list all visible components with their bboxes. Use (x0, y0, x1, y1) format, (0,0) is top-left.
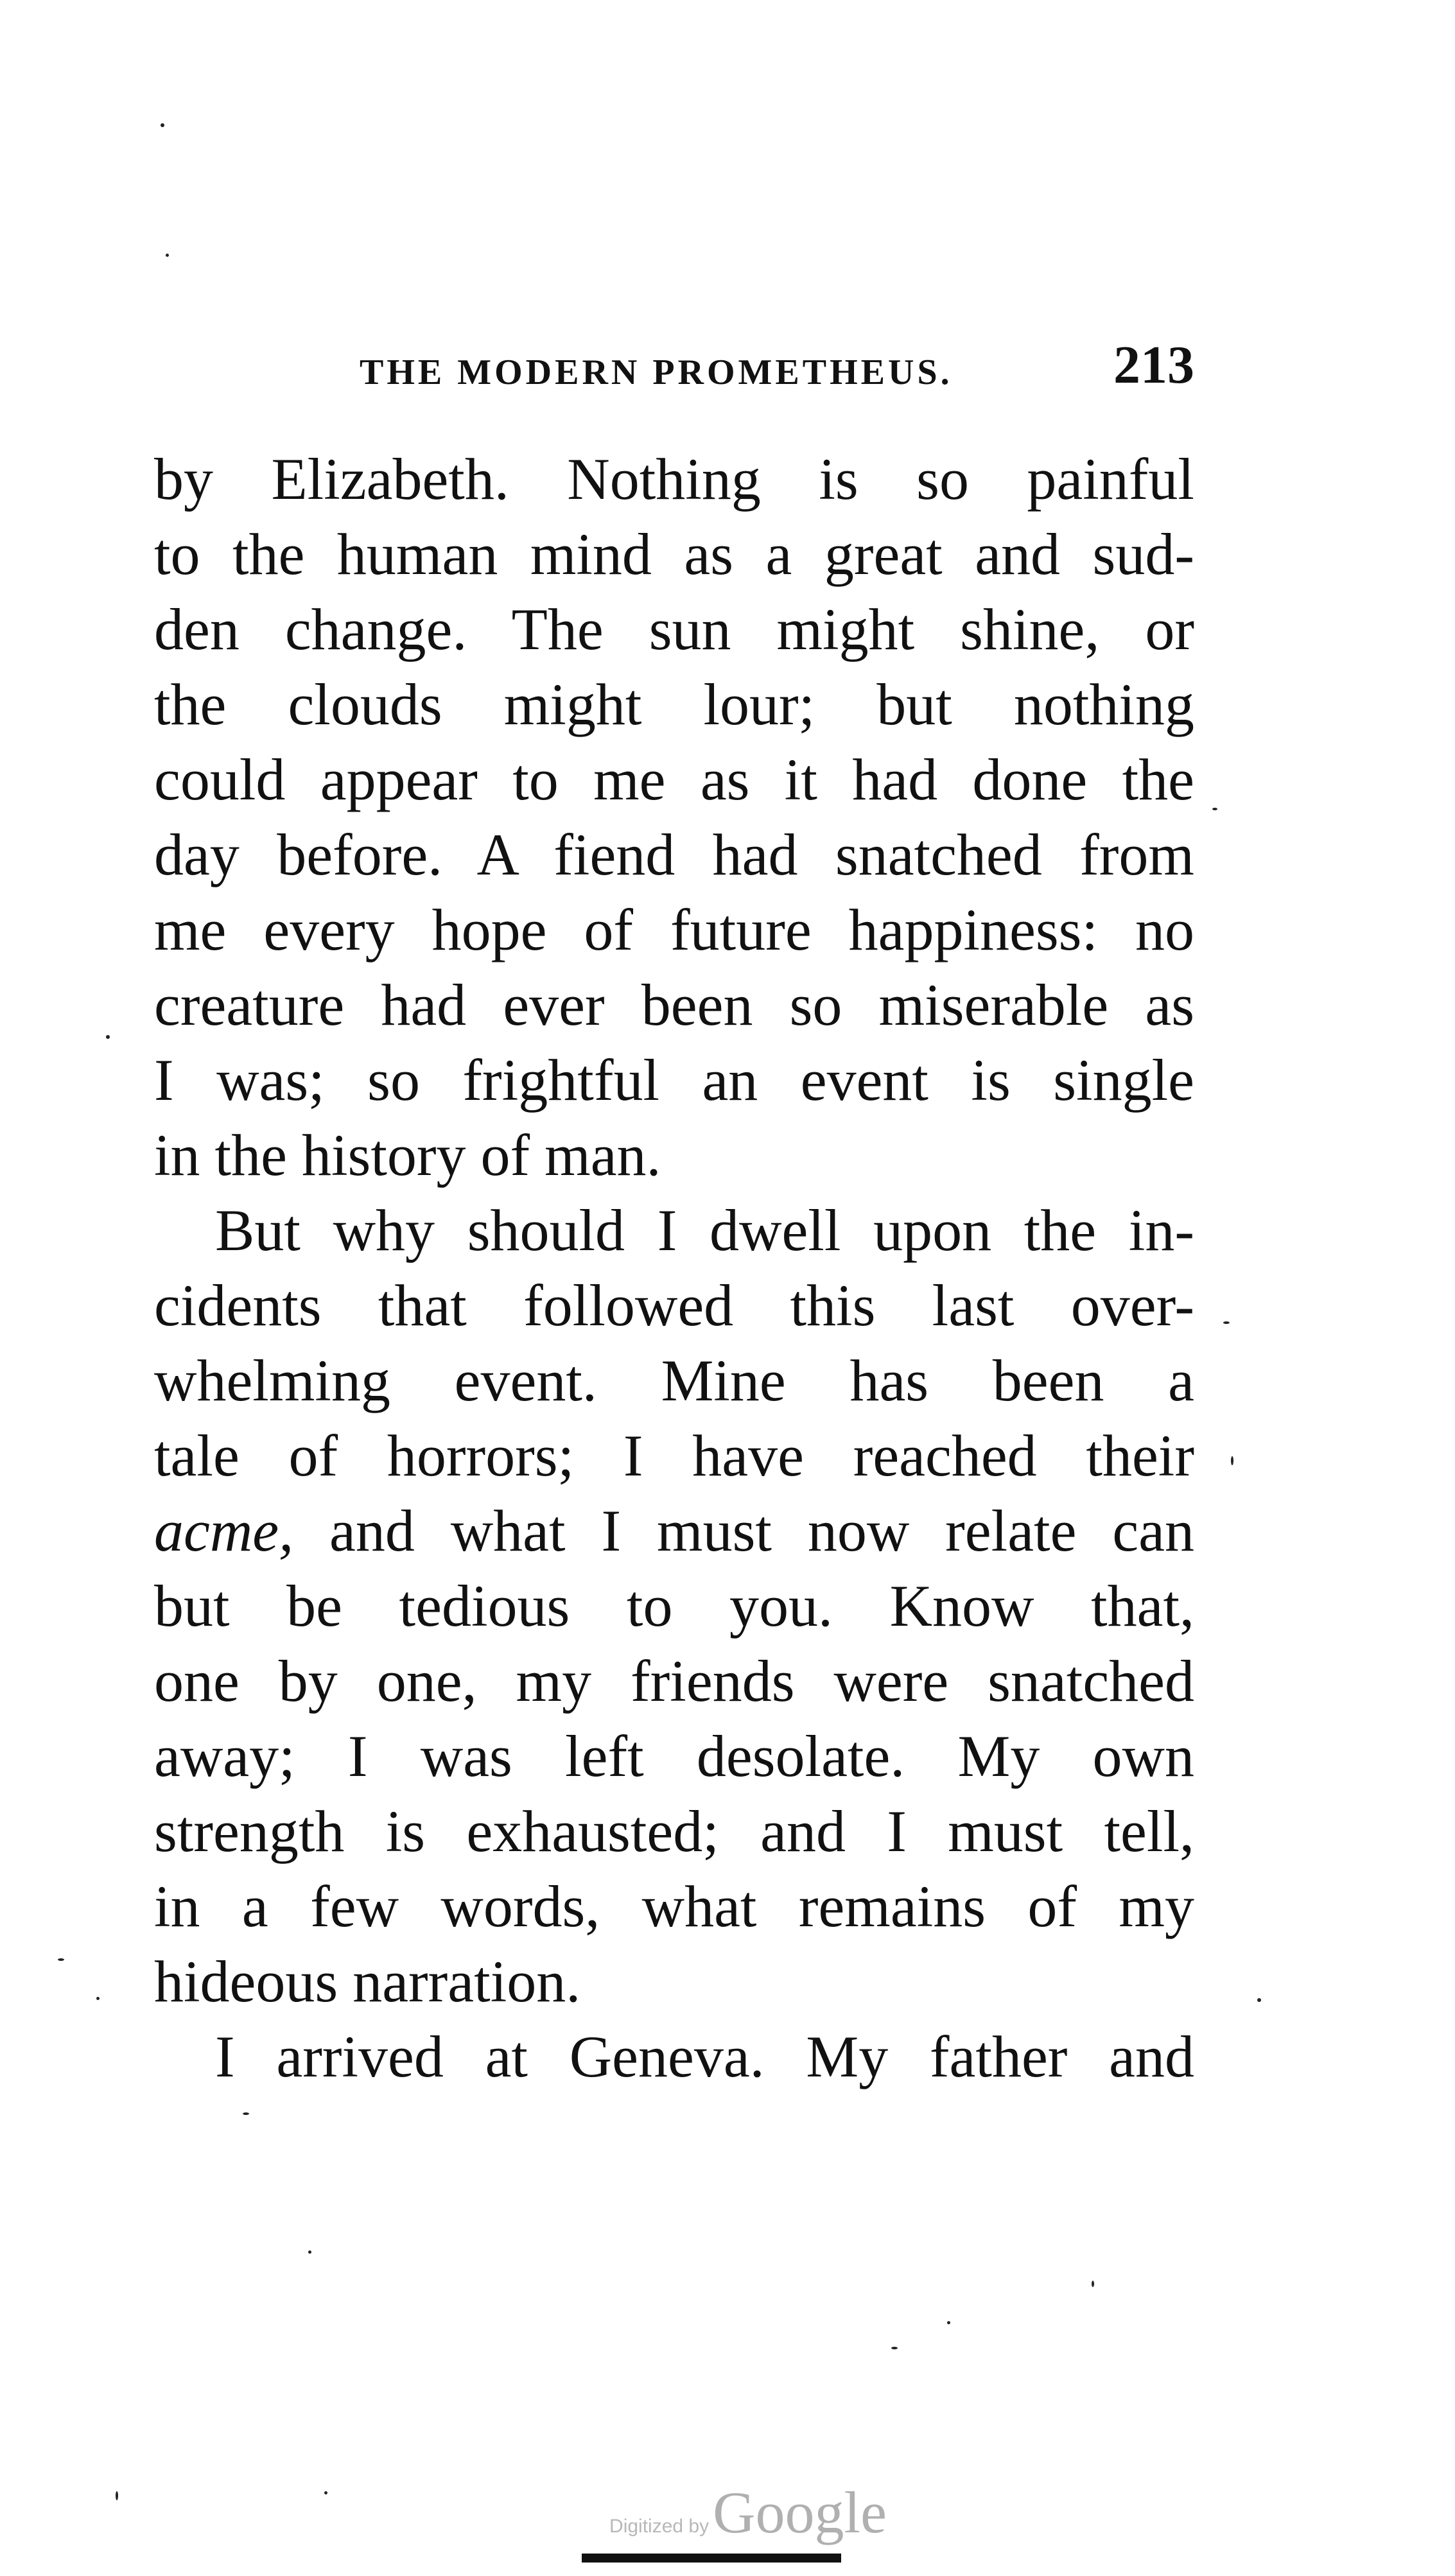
scan-speck (1231, 1456, 1233, 1465)
scan-speck (1212, 808, 1217, 810)
scan-speck (324, 2491, 327, 2494)
scan-speck (166, 254, 169, 257)
scan-speck (891, 2347, 898, 2349)
body-text (154, 442, 1194, 2094)
google-logo-text: Google (713, 2480, 887, 2545)
italic-word: acme, (154, 1498, 294, 1563)
page-number: 213 (1113, 335, 1194, 395)
scan-speck (308, 2250, 311, 2254)
digitized-label: Digitized by (609, 2516, 710, 2537)
running-title: THE MODERN PROMETHEUS. (360, 352, 953, 392)
text-line-rest: and what I must now relate can (329, 1498, 1194, 1563)
digitized-by-google-watermark (604, 2478, 893, 2543)
text-line: away; I was left desolate. My own (154, 1723, 1194, 1789)
text-line: creature had ever been so miserable as (154, 972, 1194, 1038)
text-line: me every hope of future happiness: no (154, 897, 1194, 962)
text-line: whelming event. Mine has been a (154, 1348, 1194, 1413)
scan-speck (947, 2321, 950, 2324)
footer-rule (582, 2554, 841, 2563)
scan-speck (1257, 1998, 1261, 2002)
text-line: den change. The sun might shine, or (154, 596, 1194, 662)
text-line: I arrived at Geneva. My father and (215, 2024, 1194, 2089)
text-line: hideous narration. (154, 1949, 581, 2014)
text-line: to the human mind as a great and sud- (154, 521, 1194, 587)
text-line: the clouds might lour; but nothing (154, 672, 1194, 737)
text-line: But why should I dwell upon the in- (215, 1197, 1194, 1263)
text-line: cidents that followed this last over- (154, 1273, 1194, 1338)
text-line: could appear to me as it had done the (154, 747, 1194, 812)
text-line: but be tedious to you. Know that, (154, 1573, 1194, 1639)
text-line: tale of horrors; I have reached their (154, 1423, 1194, 1488)
text-line: in a few words, what remains of my (154, 1874, 1194, 1939)
text-line: by Elizabeth. Nothing is so painful (154, 446, 1194, 512)
scan-speck (106, 1035, 110, 1039)
text-line: I was; so frightful an event is single (154, 1047, 1194, 1113)
scan-speck (116, 2491, 118, 2500)
scan-speck (1092, 2281, 1094, 2287)
scan-speck (243, 2112, 249, 2115)
scan-speck (161, 123, 164, 127)
text-line: in the history of man. (154, 1122, 661, 1188)
running-head (154, 334, 1194, 405)
scan-speck (96, 1997, 100, 2000)
scan-speck (58, 1958, 64, 1961)
text-line-with-italic (154, 1493, 1194, 1569)
text-line: strength is exhausted; and I must tell, (154, 1798, 1194, 1864)
text-line: day before. A fiend had snatched from (154, 822, 1194, 887)
scan-speck (1223, 1321, 1230, 1324)
text-line: one by one, my friends were snatched (154, 1648, 1194, 1714)
